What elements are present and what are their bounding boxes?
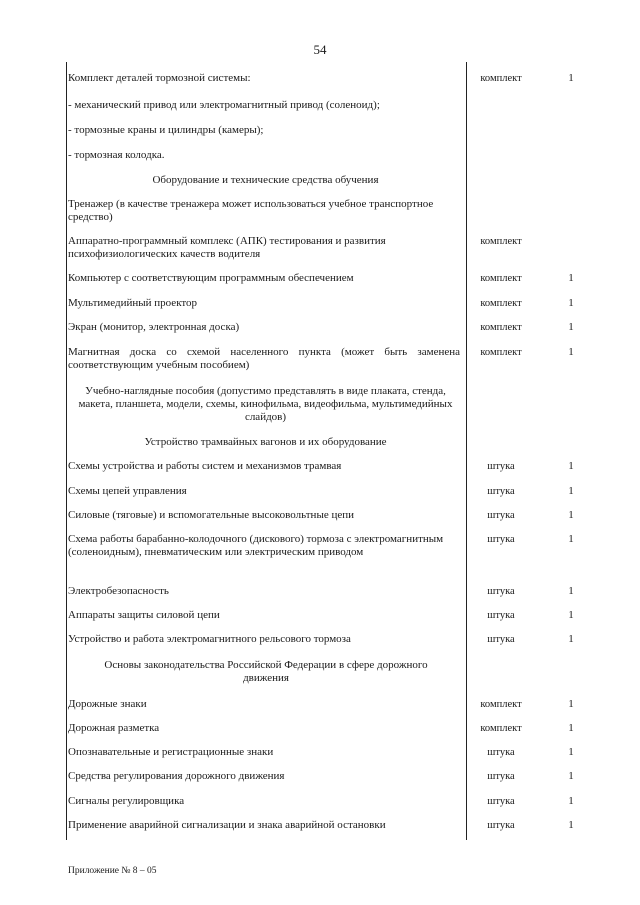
item-name: Дорожная разметка: [68, 722, 160, 734]
item-quantity: 1: [568, 509, 574, 521]
item-name: Схема работы барабанно-колодочного (дискового) тормоза с электромагнитным (соленоидным), пневматическим или электрическим приводом: [68, 533, 444, 558]
item-name: Тренажер (в качестве тренажера может использоваться учебное транспортное средство): [68, 198, 434, 223]
section-heading: [66, 172, 611, 196]
section-heading: [66, 657, 611, 693]
table-row: [66, 817, 611, 841]
section-title: Оборудование и технические средства обучения: [152, 174, 379, 186]
table-row: [66, 196, 611, 232]
table-row: [66, 295, 611, 319]
item-quantity: 1: [568, 72, 574, 84]
item-quantity: 1: [568, 819, 574, 831]
table-row: [66, 631, 611, 655]
item-name: Сигналы регулировщика: [68, 795, 185, 807]
page-number: 54: [313, 42, 327, 57]
item-unit: комплект: [480, 347, 522, 358]
item-name: - тормозная колодка.: [68, 149, 165, 161]
item-quantity: 1: [568, 297, 574, 309]
item-name: Устройство и работа электромагнитного рельсового тормоза: [68, 633, 351, 645]
item-unit: комплект: [480, 273, 522, 284]
item-quantity: 1: [568, 795, 574, 807]
item-unit: комплект: [480, 322, 522, 333]
table-row: [66, 97, 611, 121]
item-quantity: 1: [568, 722, 574, 734]
table-row: [66, 344, 611, 380]
table-row: [66, 768, 611, 792]
item-quantity: 1: [568, 346, 574, 358]
section-title: Устройство трамвайных вагонов и их оборудование: [144, 436, 387, 448]
item-unit: комплект: [480, 723, 522, 734]
item-quantity: 1: [568, 609, 574, 621]
item-unit: штука: [487, 534, 515, 545]
table-row: [66, 233, 611, 269]
table-row: [66, 270, 611, 294]
item-name: Комплект деталей тормозной системы:: [68, 72, 251, 84]
item-name: - механический привод или электромагнитный привод (соленоид);: [68, 99, 380, 111]
item-name: Схемы цепей управления: [68, 485, 187, 497]
item-quantity: 1: [568, 698, 574, 710]
document-footer: Приложение № 8 – 05: [68, 866, 157, 876]
table-row: [66, 583, 611, 607]
table-row: [66, 147, 611, 171]
section-heading: [66, 383, 611, 431]
item-quantity: 1: [568, 460, 574, 472]
table-row: [66, 793, 611, 817]
table-row: [66, 483, 611, 507]
item-quantity: 1: [568, 321, 574, 333]
item-unit: штука: [487, 747, 515, 758]
item-name: Электробезопасность: [68, 585, 169, 597]
table-row: [66, 507, 611, 531]
item-quantity: 1: [568, 585, 574, 597]
item-name: Дорожные знаки: [68, 698, 147, 710]
item-unit: штука: [487, 486, 515, 497]
item-name: Магнитная доска со схемой населенного пункта (может быть заменена соответствующим учебным пособием): [68, 346, 460, 371]
table-row: [66, 70, 611, 94]
table-row: [66, 696, 611, 720]
item-name: Мультимедийный проектор: [68, 297, 198, 309]
section-title: Основы законодательства Российской Федерации в сфере дорожного движения: [104, 659, 428, 684]
table-row: [66, 122, 611, 146]
table-row: [66, 744, 611, 768]
item-name: Компьютер с соответствующим программным обеспечением: [68, 272, 354, 284]
item-unit: штука: [487, 610, 515, 621]
item-unit: штука: [487, 634, 515, 645]
item-quantity: 1: [568, 533, 574, 545]
item-name: Экран (монитор, электронная доска): [68, 321, 240, 333]
item-name: Средства регулирования дорожного движения: [68, 770, 285, 782]
item-name: Силовые (тяговые) и вспомогательные высоковольтные цепи: [68, 509, 355, 521]
item-quantity: 1: [568, 770, 574, 782]
item-quantity: 1: [568, 746, 574, 758]
item-quantity: 1: [568, 633, 574, 645]
item-unit: комплект: [480, 298, 522, 309]
item-quantity: 1: [568, 485, 574, 497]
item-name: Аппаратно-программный комплекс (АПК) тестирования и развития психофизиологических качеств водителя: [68, 235, 386, 260]
table-row: [66, 319, 611, 343]
item-unit: комплект: [480, 699, 522, 710]
section-title: Учебно-наглядные пособия (допустимо представлять в виде плаката, стенда, макета, планшета, модели, схемы, кинофильма, видеофильма, мультимедийных слайдов): [78, 385, 453, 423]
item-name: - тормозные краны и цилиндры (камеры);: [68, 124, 264, 136]
item-unit: комплект: [480, 236, 522, 247]
item-unit: штука: [487, 771, 515, 782]
section-heading: [66, 434, 611, 458]
item-quantity: 1: [568, 272, 574, 284]
item-name: Применение аварийной сигнализации и знака аварийной остановки: [68, 819, 386, 831]
table-row: [66, 458, 611, 482]
table-row: [66, 607, 611, 631]
item-unit: штука: [487, 796, 515, 807]
item-name: Схемы устройства и работы систем и механизмов трамвая: [68, 460, 342, 472]
item-unit: штука: [487, 586, 515, 597]
item-unit: штука: [487, 461, 515, 472]
item-unit: комплект: [480, 73, 522, 84]
table-row: [66, 531, 611, 579]
item-unit: штука: [487, 510, 515, 521]
item-name: Аппараты защиты силовой цепи: [68, 609, 220, 621]
item-unit: штука: [487, 820, 515, 831]
item-name: Опознавательные и регистрационные знаки: [68, 746, 274, 758]
table-row: [66, 720, 611, 744]
